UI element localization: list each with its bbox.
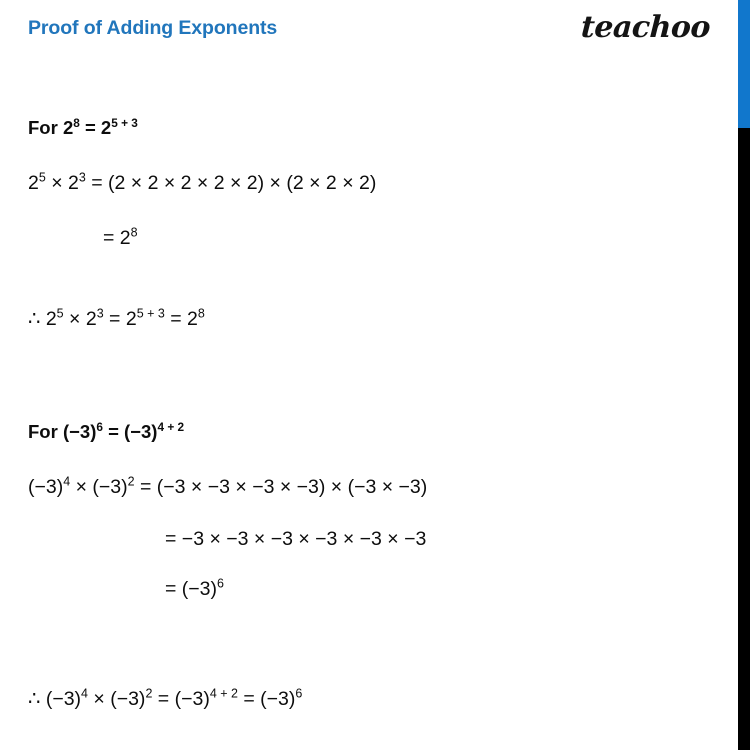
teachoo-logo: teachoo (580, 10, 711, 45)
section1-expansion-line (28, 170, 377, 194)
section2-heading-exponent-2: 4 + 2 (157, 419, 185, 434)
page-title: Proof of Adding Exponents (28, 17, 278, 39)
section2-concl-part-a: ∴ (−3) (28, 688, 82, 710)
section1-heading-exponent-1: 8 (73, 115, 80, 130)
section1-heading-exponent-2: 5 + 3 (111, 115, 138, 130)
section2-concl-exponent-d: 6 (295, 686, 303, 701)
section1-expand-exponent-b: 3 (78, 170, 86, 185)
section2-step-line: = −3 × −3 × −3 × −3 × −3 × −3 (165, 528, 427, 550)
section1-concl-part-d: = 2 (164, 308, 198, 330)
section2-concl-part-b: × (−3) (87, 688, 146, 710)
section1-concl-exponent-b: 3 (96, 306, 104, 321)
section2-result-exponent: 6 (217, 576, 224, 591)
section1-expand-exponent-a: 5 (38, 170, 46, 185)
section2-concl-exponent-a: 4 (81, 686, 88, 701)
section2-expand-exponent-a: 4 (63, 474, 71, 489)
section2-expand-rhs: = (−3 × −3 × −3 × −3) × (−3 × −3) (134, 476, 428, 498)
section1-expand-base-b: × 2 (45, 172, 79, 194)
section2-concl-exponent-b: 2 (145, 686, 153, 701)
section1-concl-part-c: = 2 (103, 308, 137, 330)
section2-expand-base-a: (−3) (28, 476, 64, 498)
section1-heading-middle: = 2 (79, 117, 112, 138)
section1-result-base: = 2 (103, 227, 131, 249)
section1-heading-base: For 2 (28, 117, 74, 138)
section1-expand-base-a: 2 (28, 172, 39, 194)
section1-heading (28, 115, 138, 138)
section2-heading (28, 419, 185, 442)
section1-concl-exponent-c: 5 + 3 (136, 306, 165, 321)
section2-heading-middle: = (−3) (102, 421, 158, 442)
section1-expand-rhs: = (2 × 2 × 2 × 2 × 2) × (2 × 2 × 2) (85, 172, 377, 194)
section2-expand-exponent-b: 2 (127, 474, 135, 489)
section2-result-line (165, 576, 224, 600)
edge-accent-strip-dark (738, 128, 750, 750)
section1-concl-part-a: ∴ 2 (28, 308, 57, 330)
section2-expansion-line (28, 474, 428, 498)
section1-concl-exponent-d: 8 (197, 306, 205, 321)
section2-concl-exponent-c: 4 + 2 (209, 686, 238, 701)
section2-result-base: = (−3) (165, 578, 218, 600)
section1-result-exponent: 8 (130, 225, 138, 240)
section2-heading-exponent-1: 6 (96, 419, 103, 434)
section2-conclusion-line (28, 686, 303, 710)
section2-heading-base: For (−3) (28, 421, 97, 442)
section1-conclusion-line (28, 306, 205, 330)
section2-concl-part-c: = (−3) (152, 688, 210, 710)
section1-result-line (103, 225, 138, 249)
section2-expand-base-b: × (−3) (70, 476, 128, 498)
edge-accent-strip-blue (738, 0, 750, 128)
section2-concl-part-d: = (−3) (237, 688, 296, 710)
section1-concl-exponent-a: 5 (56, 306, 64, 321)
section1-concl-part-b: × 2 (63, 308, 97, 330)
